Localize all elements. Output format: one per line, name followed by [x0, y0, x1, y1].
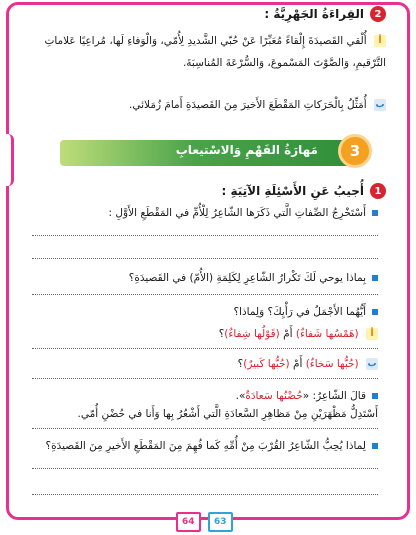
- question-item-3-text: أَيُّهُما الأَجْمَلُ في رَأْيِكَ؟ وَلِماذا؟: [233, 306, 366, 318]
- item-b-paragraph: [34, 94, 386, 116]
- section-2-title: القِراءَةُ الجَهْرِيَّةُ :: [264, 7, 364, 21]
- question-item-3: [38, 304, 378, 320]
- item-a-text: أُلْقي القَصيدَةَ إِلْقاءً مُعَبِّرًا عَنْ حُبّي الشَّديدِ لِأُمّي، وَالْوَفاءِ لَها، مُراعِيًا عَلاماتِ التَّرْقيمِ، وَالصَّوْتَ المَسْموعَ، وَالسُّرْعَةَ المُناسِبَةَ.: [44, 35, 386, 69]
- skill-number: 3: [338, 134, 372, 168]
- question-item-2: [38, 270, 378, 286]
- option-a-row: [38, 326, 378, 342]
- option-b-first: (حُبُّها سَخاءٌ): [305, 358, 359, 370]
- option-b-sep: أَمْ: [292, 358, 303, 370]
- skill-banner: [60, 140, 361, 166]
- question-item-last-text: لِماذا يُحِبُّ الشّاعِرُ القُرْبَ مِنْ أُمِّهِ كَما فُهِمَ مِنَ المَقْطَعِ الأَخيرِ مِنَ القَصيدَةِ؟: [45, 440, 366, 452]
- answer-line[interactable]: [32, 348, 378, 349]
- section-2-number: 2: [370, 6, 386, 22]
- question-1-title: أُجيبُ عَنِ الأَسْئِلَةِ الآتِيَةِ :: [221, 184, 364, 198]
- section-2-header: [264, 3, 386, 25]
- option-a-letter: أ: [366, 328, 378, 340]
- question-item-1-text: أَسْتَخْرِجُ الصِّفاتِ الَّتي ذَكَرَها الشّاعِرُ لِلْأُمِّ في المَقْطَعِ الأَوَّلِ :: [108, 207, 366, 219]
- option-a-first: (هَمْسُها شَفاءٌ): [295, 328, 359, 340]
- item-a-paragraph: [34, 30, 386, 74]
- answer-line[interactable]: [32, 378, 378, 379]
- option-b-qmark: ؟: [237, 358, 244, 370]
- quote-text: حُضْنُها سَعادَةٌ: [245, 390, 303, 402]
- question-item-last: [38, 438, 378, 454]
- skill-title: مَهارَةُ الفَهْمِ وَالاسْتيعابِ: [175, 143, 318, 157]
- answer-line[interactable]: [32, 258, 378, 259]
- option-a-second: (قَوْلُها شِفاءٌ): [224, 328, 280, 340]
- quote-row: [38, 388, 378, 404]
- answer-line[interactable]: [32, 428, 378, 429]
- bullet-icon: [372, 309, 378, 315]
- bullet-icon: [372, 210, 378, 216]
- page-number-left: 64: [176, 512, 201, 532]
- item-b-letter: ب: [375, 100, 385, 110]
- quote-suffix: ».: [235, 390, 246, 402]
- question-1-number: 1: [370, 183, 386, 199]
- frame-notch: [0, 134, 14, 186]
- answer-line[interactable]: [32, 494, 378, 495]
- option-a-sep: أَمْ: [283, 328, 293, 340]
- question-item-1: [38, 205, 378, 221]
- item-b-text: أُمَثِّلُ بِالْحَرَكاتِ المَقْطَعَ الأَخيرَ مِنَ القَصيدَةِ أَمامَ زُمَلائي.: [129, 99, 367, 111]
- bullet-icon: [372, 275, 378, 281]
- option-b-row: [38, 356, 378, 372]
- answer-line[interactable]: [32, 468, 378, 469]
- option-b-letter: ب: [367, 359, 377, 369]
- bullet-icon: [372, 393, 378, 399]
- option-b-second: (حُبُّها كَبيرٌ): [243, 358, 290, 370]
- quote-prefix: قالَ الشّاعِرُ: «: [302, 390, 366, 402]
- item-a-letter: أ: [374, 35, 386, 47]
- question-item-2-text: بِماذا يوحي لَكَ تَكْرارُ الشّاعِرِ لِكَلِمَةِ (الأُمّ) في القَصيدَةِ؟: [128, 272, 366, 284]
- option-a-qmark: ؟: [218, 328, 225, 340]
- question-1-header: [221, 183, 386, 199]
- answer-line[interactable]: [32, 235, 378, 236]
- footer: [0, 512, 416, 532]
- answer-line[interactable]: [32, 294, 378, 295]
- page-number-right: 63: [208, 512, 233, 532]
- bullet-icon: [372, 443, 378, 449]
- quote-follow-text: أَسْتَدِلُّ مَظْهَرَيْنِ مِنْ مَظاهِرِ السَّعادَةِ الَّتي أَشْعُرُ بِها وَأَنا في حُضْنِ أُمّي.: [77, 408, 378, 420]
- quote-follow-row: [38, 406, 378, 422]
